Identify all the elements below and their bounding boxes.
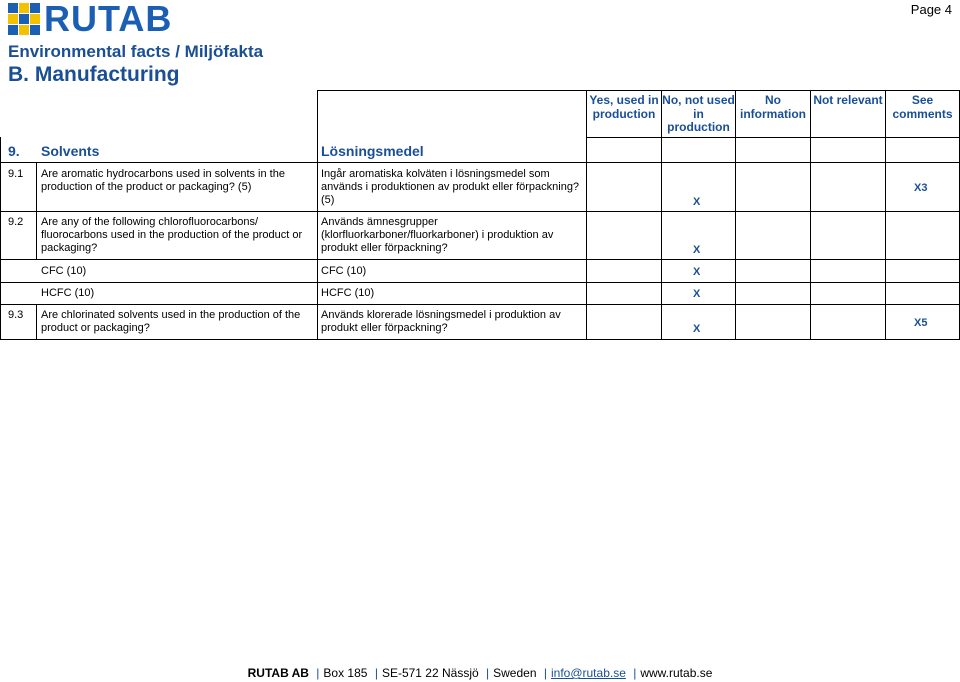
- footer-address: Box 185: [323, 666, 368, 680]
- question-sv: HCFC (10): [321, 287, 375, 299]
- answer-mark-no: X: [693, 323, 701, 335]
- question-en: Are chlorinated solvents used in the production of the product or packaging?: [41, 309, 301, 334]
- question-sv: Används ämnesgrupper (klorfluorkarboner/fluorkarboner) i produktion av produkt eller förpackning?: [321, 216, 554, 254]
- col-header-yes: Yes, used in production: [589, 93, 659, 121]
- comment-ref: X5: [914, 317, 928, 329]
- question-sv: CFC (10): [321, 265, 367, 277]
- footer-email-link[interactable]: info@rutab.se: [550, 666, 626, 680]
- question-en: Are any of the following chlorofluorocarbons/ fluorocarbons used in the production of the product or packaging?: [41, 216, 303, 254]
- row-number: 9.1: [8, 168, 24, 180]
- question-en: HCFC (10): [41, 287, 95, 299]
- question-en: CFC (10): [41, 265, 87, 277]
- answer-mark-no: X: [693, 288, 701, 300]
- company-logo: [8, 0, 173, 39]
- question-sv: Ingår aromatiska kolväten i lösningsmedel som används i produktionen av produkt eller förpackning? (5): [321, 168, 580, 206]
- row-number: 9.3: [8, 309, 24, 321]
- footer-postal: SE-571 22 Nässjö: [381, 666, 479, 680]
- section-heading: B. Manufacturing: [8, 63, 180, 86]
- footer-country: Sweden: [493, 666, 537, 680]
- logo-wordmark: RUTAB: [44, 0, 173, 39]
- answer-mark-no: X: [693, 196, 701, 208]
- col-header-see-comments: See comments: [892, 93, 953, 121]
- comment-ref: X3: [914, 182, 928, 194]
- section-number: 9.: [8, 143, 20, 159]
- answer-mark-no: X: [693, 244, 701, 256]
- document-title: Environmental facts / Miljöfakta: [8, 42, 264, 61]
- footer-company: RUTAB AB: [247, 666, 309, 680]
- page-footer: [0, 666, 960, 680]
- page-number: Page 4: [910, 2, 952, 17]
- question-sv: Används klorerade lösningsmedel i produktion av produkt eller förpackning?: [321, 309, 561, 334]
- logo-checker-icon: [8, 3, 40, 35]
- section-title-sv: Lösningsmedel: [321, 143, 424, 159]
- question-en: Are aromatic hydrocarbons used in solvents in the production of the product or packaging? (5): [41, 168, 285, 193]
- footer-separator: |: [543, 666, 547, 680]
- col-header-not-relevant: Not relevant: [813, 93, 883, 107]
- footer-separator: |: [633, 666, 637, 680]
- row-number: 9.2: [8, 216, 24, 228]
- section-title-en: Solvents: [41, 143, 100, 159]
- col-header-no-info: No information: [740, 93, 806, 121]
- footer-separator: |: [374, 666, 378, 680]
- footer-separator: |: [316, 666, 320, 680]
- col-header-no: No, not used in production: [662, 93, 735, 134]
- footer-separator: |: [486, 666, 490, 680]
- answer-mark-no: X: [693, 266, 701, 278]
- footer-website[interactable]: www.rutab.se: [640, 666, 713, 680]
